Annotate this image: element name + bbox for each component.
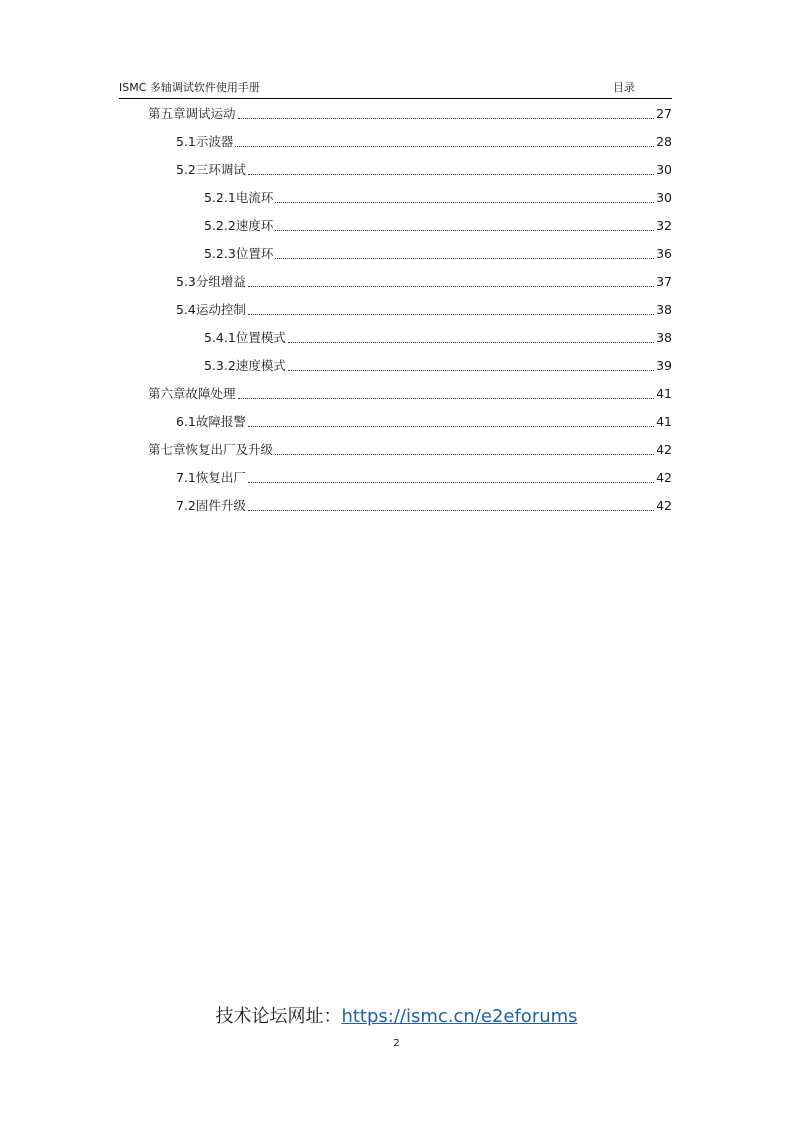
toc-entry-page: 39	[656, 358, 672, 373]
toc-entry-number: 5.2.2	[204, 218, 236, 233]
toc-leader	[248, 510, 654, 511]
toc-entry-title: 位置环	[235, 246, 274, 261]
toc-entry-title: 分组增益	[195, 274, 246, 289]
toc-entry-number: 第五章	[148, 106, 186, 121]
toc-entry-number: 7.2	[176, 498, 196, 513]
toc-entry-title: 恢复出厂	[195, 470, 246, 485]
toc-leader	[238, 118, 655, 119]
toc-entry-number: 7.1	[176, 470, 196, 485]
page-header	[119, 78, 672, 99]
toc-entry-number: 5.1	[176, 134, 196, 149]
toc-entry-title: 示波器	[195, 134, 234, 149]
toc-entry[interactable]	[176, 161, 672, 179]
toc-leader	[248, 482, 654, 483]
toc-entry-page: 27	[656, 106, 672, 121]
toc-entry-title: 恢复出厂及升级	[185, 442, 274, 457]
toc-entry-page: 38	[656, 330, 672, 345]
toc-entry-page: 41	[656, 386, 672, 401]
toc-entry-title: 调试运动	[185, 106, 236, 121]
toc-entry[interactable]	[148, 385, 672, 403]
toc-entry-page: 42	[656, 442, 672, 457]
toc-entry-number: 5.3.2	[204, 358, 236, 373]
toc-entry-number: 6.1	[176, 414, 196, 429]
toc-entry[interactable]	[148, 105, 672, 123]
toc-leader	[248, 426, 654, 427]
toc-entry-number: 5.2.1	[204, 190, 236, 205]
toc-leader	[275, 454, 654, 455]
forum-link[interactable]: https://ismc.cn/e2eforums	[341, 1006, 578, 1027]
toc-entry[interactable]	[176, 301, 672, 319]
toc-entry-page: 42	[656, 470, 672, 485]
toc-entry[interactable]	[148, 441, 672, 459]
toc-entry[interactable]	[176, 469, 672, 487]
toc-entry-title: 故障处理	[185, 386, 236, 401]
toc-entry-number: 5.2	[176, 162, 196, 177]
toc-entry-title: 速度模式	[235, 358, 286, 373]
toc-leader	[238, 398, 655, 399]
toc-entry-number: 5.4.1	[204, 330, 236, 345]
toc-entry-title: 三环调试	[195, 162, 246, 177]
toc-entry-page: 42	[656, 498, 672, 513]
toc-entry[interactable]	[204, 189, 672, 207]
toc-entry-page: 30	[656, 162, 672, 177]
toc-entry-number: 第七章	[148, 442, 186, 457]
toc-entry-title: 故障报警	[195, 414, 246, 429]
toc-entry-title: 电流环	[235, 190, 274, 205]
section-title: 目录	[613, 81, 635, 94]
toc-entry[interactable]	[204, 217, 672, 235]
toc-entry-title: 速度环	[235, 218, 274, 233]
toc-entry[interactable]	[204, 357, 672, 375]
page-number: 2	[393, 1038, 400, 1049]
toc-entry-page: 38	[656, 302, 672, 317]
toc-entry-page: 41	[656, 414, 672, 429]
document-title: ISMC 多轴调试软件使用手册	[119, 81, 260, 94]
toc-entry-title: 运动控制	[195, 302, 246, 317]
toc-entry-number: 5.3	[176, 274, 196, 289]
toc-leader	[288, 342, 654, 343]
toc-leader	[248, 286, 654, 287]
toc-leader	[248, 314, 654, 315]
toc-entry[interactable]	[204, 329, 672, 347]
toc-entry-page: 37	[656, 274, 672, 289]
toc-entry-number: 5.2.3	[204, 246, 236, 261]
toc-entry-title: 位置模式	[235, 330, 286, 345]
toc-leader	[275, 202, 654, 203]
toc-leader	[248, 174, 654, 175]
toc-entry-page: 28	[656, 134, 672, 149]
toc-entry[interactable]	[176, 133, 672, 151]
toc-leader	[275, 258, 654, 259]
toc-entry-number: 第六章	[148, 386, 186, 401]
toc-entry[interactable]	[176, 273, 672, 291]
toc-entry-number: 5.4	[176, 302, 196, 317]
forum-link-line	[0, 1002, 793, 1028]
toc-entry-page: 30	[656, 190, 672, 205]
forum-label: 技术论坛网址：	[215, 1006, 342, 1027]
toc-leader	[235, 146, 654, 147]
toc-entry[interactable]	[204, 245, 672, 263]
toc-leader	[275, 230, 654, 231]
toc-entry-page: 36	[656, 246, 672, 261]
toc-entry-page: 32	[656, 218, 672, 233]
toc-leader	[288, 370, 654, 371]
toc-entry[interactable]	[176, 413, 672, 431]
toc-entry-title: 固件升级	[195, 498, 246, 513]
toc-entry[interactable]	[176, 497, 672, 515]
